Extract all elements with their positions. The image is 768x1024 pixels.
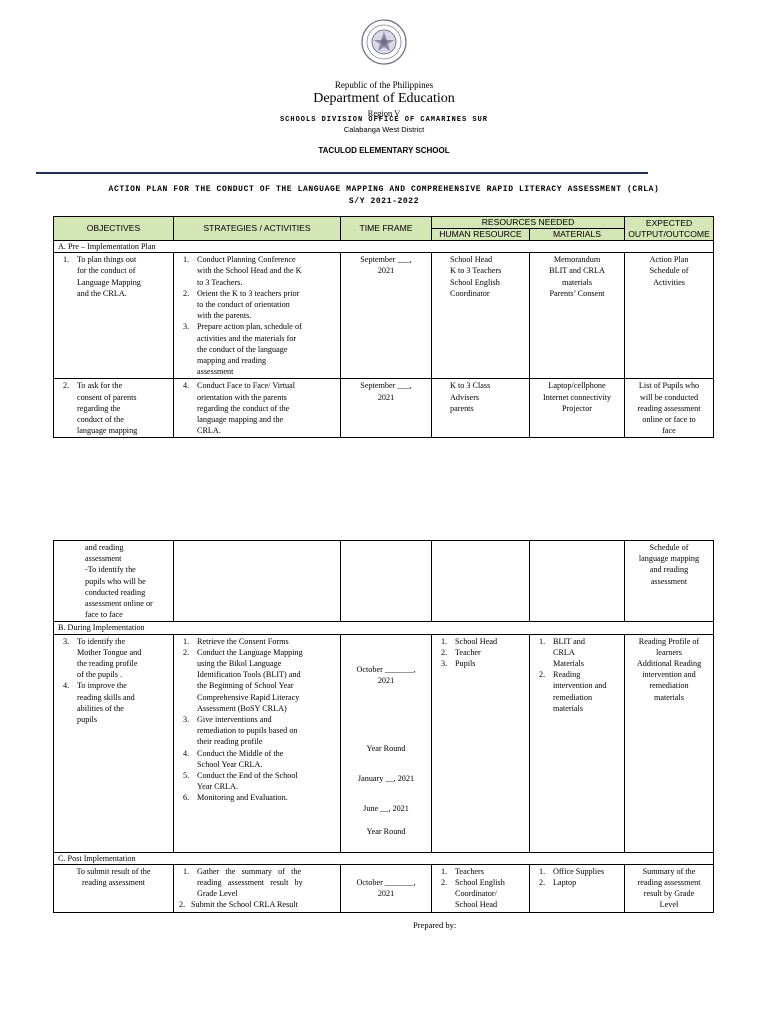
material-line: Internet connectivity [543,392,611,402]
material-line: Parents’ Consent [549,288,605,298]
time-line: October _______, [356,877,416,887]
output-line: online or face to [642,415,696,425]
item-number: 1. [441,636,448,646]
action-plan-table-part2 [53,540,714,913]
materials-cell [530,864,625,912]
strategies-cell [174,541,341,622]
expected-label-2: OUTPUT/OUTCOME [628,228,710,239]
list-item [533,866,621,877]
item-line: the Beginning of School Year [197,681,294,691]
objective-cell [54,541,174,622]
output-line: learners [656,647,682,657]
col-header-time-frame: TIME FRAME [341,217,432,241]
item-line: orientation with the parents [197,392,287,402]
item-number: 3. [183,322,190,332]
output-line: Summary of the [642,866,696,876]
col-header-human-resource: HUMAN RESOURCE [432,229,530,241]
list-item [177,770,337,792]
time-frame-cell [341,379,432,438]
objective-line: To ask for the [77,381,123,391]
time-line: 2021 [377,266,395,276]
school-year: S/Y 2021-2022 [348,197,420,206]
time-line: September ___, [360,381,412,391]
item-line: remediation [553,692,593,702]
item-line: to 3 Teachers. [197,277,243,287]
item-line: their reading profile [197,737,263,747]
table-row [54,253,714,379]
strategies-cell [174,253,341,379]
objective-line: and reading [85,543,124,552]
item-line: Materials [553,659,584,669]
section-pre-implementation: A. Pre – Implementation Plan [54,241,714,253]
output-line: intervention and [642,670,696,680]
output-cell [625,253,714,379]
objective-cell [54,253,174,379]
list-item [435,866,526,877]
list-item [435,658,526,669]
item-line: Conduct the Middle of the [197,748,284,758]
table-row [54,864,714,912]
human-resource-cell [432,541,530,622]
district-text: Calabanga West District [343,125,425,134]
expected-label-1: EXPECTED [645,217,693,228]
item-line: Office Supplies [553,866,605,876]
action-plan-table-part1 [53,216,714,438]
list-item [177,647,337,714]
list-item [177,321,337,377]
time-frame-cell [341,864,432,912]
time-line: Year Round [366,826,406,836]
output-cell [625,864,714,912]
objective-line: pupils who will be [85,576,146,586]
document-title: ACTION PLAN FOR THE CONDUCT OF THE LANGUAGE MAPPING AND COMPREHENSIVE RAPID LITERACY ASSESSMENT (CRLA) [108,185,660,194]
time-frame-cell [341,541,432,622]
materials-cell [530,253,625,379]
item-line: Grade Level [197,889,238,899]
item-line: Monitoring and Evaluation. [197,793,288,803]
item-number: 1. [539,866,546,876]
output-line: language mapping [638,554,700,564]
item-line: Pupils [455,659,476,669]
item-number: 2. [539,878,546,888]
item-number: 4. [183,381,190,391]
item-number: 2. [441,647,448,657]
list-item [177,288,337,322]
material-line: Laptop/cellphone [548,381,606,391]
item-number: 1. [183,636,190,646]
item-line: of the pupils . [77,670,123,680]
objective-line: and the CRLA. [77,288,127,298]
output-cell [625,634,714,852]
list-item [435,647,526,658]
item-line: Gather the summary of the [197,866,302,876]
item-line: Coordinator/ [455,889,497,899]
item-number: 1. [183,866,190,876]
list-item [435,636,526,647]
objective-line: assessment [85,554,122,564]
item-line: using the Bikol Language [197,659,282,669]
item-number: 5. [183,771,190,781]
resource-line: K to 3 Class [450,381,491,391]
list-item [57,680,170,725]
list-item [435,877,526,911]
list-item [177,866,337,900]
item-line: Mother Tongue and [77,647,142,657]
division-text: SCHOOLS DIVISION OFFICE OF CAMARINES SUR [279,116,489,124]
item-number: 2. [441,878,448,888]
materials-cell [530,541,625,622]
output-line: reading assessment [637,403,701,413]
list-item [177,380,337,436]
strategies-cell [174,379,341,438]
item-number: 4. [183,748,190,758]
item-line: BLIT and [553,636,585,646]
item-line: Identification Tools (BLIT) and [197,670,301,680]
time-line: June __, 2021 [363,804,409,814]
item-line: Give interventions and [197,715,272,725]
item-number: 1. [539,636,546,646]
list-item [177,792,337,803]
item-number: 2. [179,900,186,910]
list-item [533,636,621,670]
objective-line: reading assessment [82,878,145,888]
list-item [177,636,337,647]
list-item [177,254,337,288]
resource-line: K to 3 Teachers [450,266,502,276]
time-line: October _______, [356,664,416,674]
item-line: Conduct the Language Mapping [197,647,303,657]
objective-number: 2. [63,381,70,391]
item-line: School Head [455,636,498,646]
output-line: Activities [653,277,685,287]
output-line: Schedule of [649,266,689,276]
item-line: reading assessment result by [197,878,303,888]
output-line: reading assessment [637,878,701,888]
item-line: Orient the K to 3 teachers prior [197,288,300,298]
resource-line: School English [450,277,500,287]
objective-line: To submit result of the [76,866,151,876]
objective-line: Language Mapping [77,277,141,287]
table-row [54,379,714,438]
col-header-resources: RESOURCES NEEDED [432,217,625,229]
objective-line: for the conduct of [77,266,136,276]
item-number: 3. [63,636,70,646]
item-number: 1. [441,866,448,876]
objective-line: assessment online or [85,599,153,609]
col-header-objectives: OBJECTIVES [54,217,174,241]
section-during-implementation: B. During Implementation [54,622,714,634]
resource-line: School Head [450,255,493,265]
time-line: 2021 [377,392,395,402]
objective-line: conducted reading [85,587,146,597]
output-cell [625,541,714,622]
objective-cell [54,634,174,852]
item-line: with the parents. [197,311,252,321]
resource-line: Coordinator [450,288,490,298]
output-line: Reading Profile of [638,636,700,646]
item-line: the conduct of the language [197,344,288,354]
republic-text: Republic of the Philippines [334,80,434,90]
materials-cell [530,634,625,852]
item-line: regarding the conduct of the [197,403,290,413]
item-number: 2. [183,288,190,298]
item-number: 6. [183,793,190,803]
output-line: Action Plan [649,255,689,265]
item-line: language mapping and the [197,415,284,425]
item-line: Teacher [455,647,481,657]
strategies-cell [174,634,341,852]
item-line: reading skills and [77,692,135,702]
item-line: School Year CRLA. [197,759,263,769]
output-line: face [662,426,676,436]
strategies-cell [174,864,341,912]
objective-number: 1. [63,255,70,265]
item-line: CRLA. [197,426,221,436]
objective-cell [54,379,174,438]
time-line: Year Round [366,744,406,754]
item-number: 2. [183,647,190,657]
item-line: to the conduct of orientation [197,300,290,310]
time-line: January __, 2021 [357,774,415,784]
objective-line: conduct of the [77,415,124,425]
output-line: Level [659,900,679,910]
time-frame-cell [341,634,432,852]
item-line: Conduct Face to Face/ Virtual [197,381,296,391]
material-line: materials [562,277,593,287]
item-line: Year CRLA. [197,782,239,792]
school-name: TACULOD ELEMENTARY SCHOOL [318,146,450,155]
output-line: and reading [649,565,689,575]
objective-line: -To identify the [85,565,136,575]
item-line: Laptop [553,878,577,888]
objective-line: consent of parents [77,392,137,402]
item-line: pupils [77,715,98,725]
output-line: Additional Reading [636,659,702,669]
table-row [54,541,714,622]
item-line: activities and the materials for [197,333,297,343]
list-item [533,877,621,888]
time-line: 2021 [377,675,395,685]
item-line: Assessment (BoSY CRLA) [197,703,287,713]
item-number: 3. [441,659,448,669]
item-line: remediation to pupils based on [197,726,298,736]
time-line: 2021 [377,889,395,899]
human-resource-cell [432,253,530,379]
list-item [57,636,170,681]
item-number: 2. [539,670,546,680]
item-line: Conduct Planning Conference [197,255,296,265]
output-line: result by Grade [643,889,695,899]
objective-line: regarding the [77,403,121,413]
item-line: School Head [455,900,498,910]
item-line: To improve the [77,681,127,691]
list-item [177,714,337,748]
objective-line: To plan things out [77,255,137,265]
output-line: remediation [649,681,689,691]
item-line: Teachers [455,866,484,876]
material-line: Memorandum [553,255,601,265]
human-resource-cell [432,864,530,912]
item-line: mapping and reading [197,356,267,366]
item-line: Submit the School CRLA Result [191,900,298,910]
output-line: will be conducted [639,392,699,402]
item-line: with the School Head and the K [197,266,302,276]
col-header-strategies: STRATEGIES / ACTIVITIES [174,217,341,241]
objective-line: face to face [85,610,123,620]
item-number: 1. [183,255,190,265]
output-line: assessment [650,576,688,586]
item-line: the reading profile [77,659,138,669]
col-header-materials: MATERIALS [530,229,625,241]
material-line: Projector [562,403,593,413]
output-cell [625,379,714,438]
department-title: Department of Education [313,91,455,106]
resource-line: parents [450,403,474,413]
list-item [177,748,337,770]
item-line: CRLA [553,647,575,657]
item-line: abilities of the [77,703,124,713]
item-line: assessment [197,367,234,377]
item-line: Conduct the End of the School [197,771,298,781]
objective-cell [54,864,174,912]
list-item [177,899,337,910]
output-line: List of Pupils who [638,381,700,391]
item-line: Reading [553,670,581,680]
human-resource-cell [432,379,530,438]
time-frame-cell [341,253,432,379]
time-line: September ___, [360,255,412,265]
item-line: intervention and [553,681,607,691]
item-line: Prepare action plan, schedule of [197,322,302,332]
deped-seal-icon [361,19,407,65]
item-line: To identify the [77,636,126,646]
material-line: BLIT and CRLA [549,266,605,276]
materials-cell [530,379,625,438]
list-item [533,669,621,714]
output-line: materials [653,692,684,702]
col-header-expected [625,217,714,241]
item-line: Retrieve the Consent Forms [197,636,289,646]
item-number: 4. [63,681,70,691]
region-text: Region V [367,108,401,118]
prepared-by-label: Prepared by: [413,920,457,930]
output-line: Schedule of [649,543,689,552]
objective-line: language mapping [77,426,138,436]
table-row [54,634,714,852]
section-post-implementation: C. Post Implementation [54,852,714,864]
item-number: 3. [183,715,190,725]
item-line: Comprehensive Rapid Literacy [197,692,300,702]
resource-line: Advisers [450,392,480,402]
item-line: materials [553,703,584,713]
human-resource-cell [432,634,530,852]
item-line: School English [455,878,505,888]
header-divider [36,172,648,174]
